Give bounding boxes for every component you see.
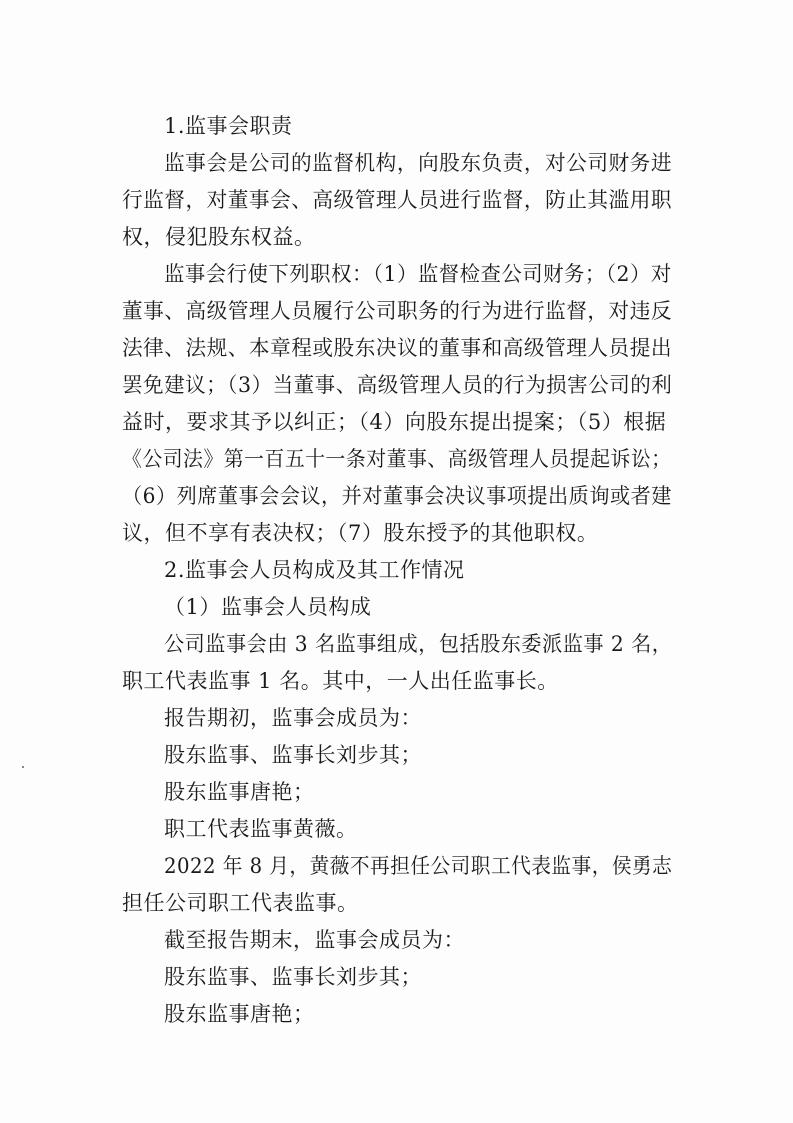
section-heading-composition: 2.监事会人员构成及其工作情况 [164,558,465,582]
member-line: 股东监事、监事长刘步其； [164,965,422,989]
paragraph-line: 担任公司职工代表监事。 [122,891,359,915]
member-line: 职工代表监事黄薇。 [164,817,358,841]
paragraph-line: 职工代表监事 1 名。其中，一人出任监事长。 [122,669,559,693]
paragraph-line: 董事、高级管理人员履行公司职务的行为进行监督，对违反 [122,299,672,323]
member-line: 股东监事唐艳； [164,1002,315,1026]
paragraph-line: （6）列席董事会会议，并对董事会决议事项提出质询或者建 [122,484,672,508]
paragraph-line: 行监督，对董事会、高级管理人员进行监督，防止其滥用职 [122,188,672,212]
member-line: 股东监事唐艳； [164,780,315,804]
scan-speck [22,766,24,768]
paragraph-line: 法律、法规、本章程或股东决议的董事和高级管理人员提出 [122,336,672,360]
paragraph-line: 监事会是公司的监督机构，向股东负责，对公司财务进 [164,151,672,175]
paragraph-line: 益时，要求其予以纠正；（4）向股东提出提案；（5）根据 [122,410,667,434]
paragraph-line: 截至报告期末，监事会成员为： [164,928,465,952]
paragraph-line: 议，但不享有表决权；（7）股东授予的其他职权。 [122,521,599,545]
section-heading-supervisory-duties: 1.监事会职责 [164,114,293,138]
paragraph-line: 公司监事会由 3 名监事组成，包括股东委派监事 2 名， [164,632,673,656]
member-line: 股东监事、监事长刘步其； [164,743,422,767]
paragraph-line: 权，侵犯股东权益。 [122,225,316,249]
paragraph-line: 监事会行使下列职权：（1）监督检查公司财务；（2）对 [164,262,672,286]
subsection-heading: （1）监事会人员构成 [164,595,372,619]
paragraph-line: 2022 年 8 月，黄薇不再担任公司职工代表监事，侯勇志 [164,854,673,878]
paragraph-line: 报告期初，监事会成员为： [164,706,422,730]
paragraph-line: 《公司法》第一百五十一条对董事、高级管理人员提起诉讼； [122,447,672,471]
paragraph-line: 罢免建议；（3）当董事、高级管理人员的行为损害公司的利 [122,373,673,397]
